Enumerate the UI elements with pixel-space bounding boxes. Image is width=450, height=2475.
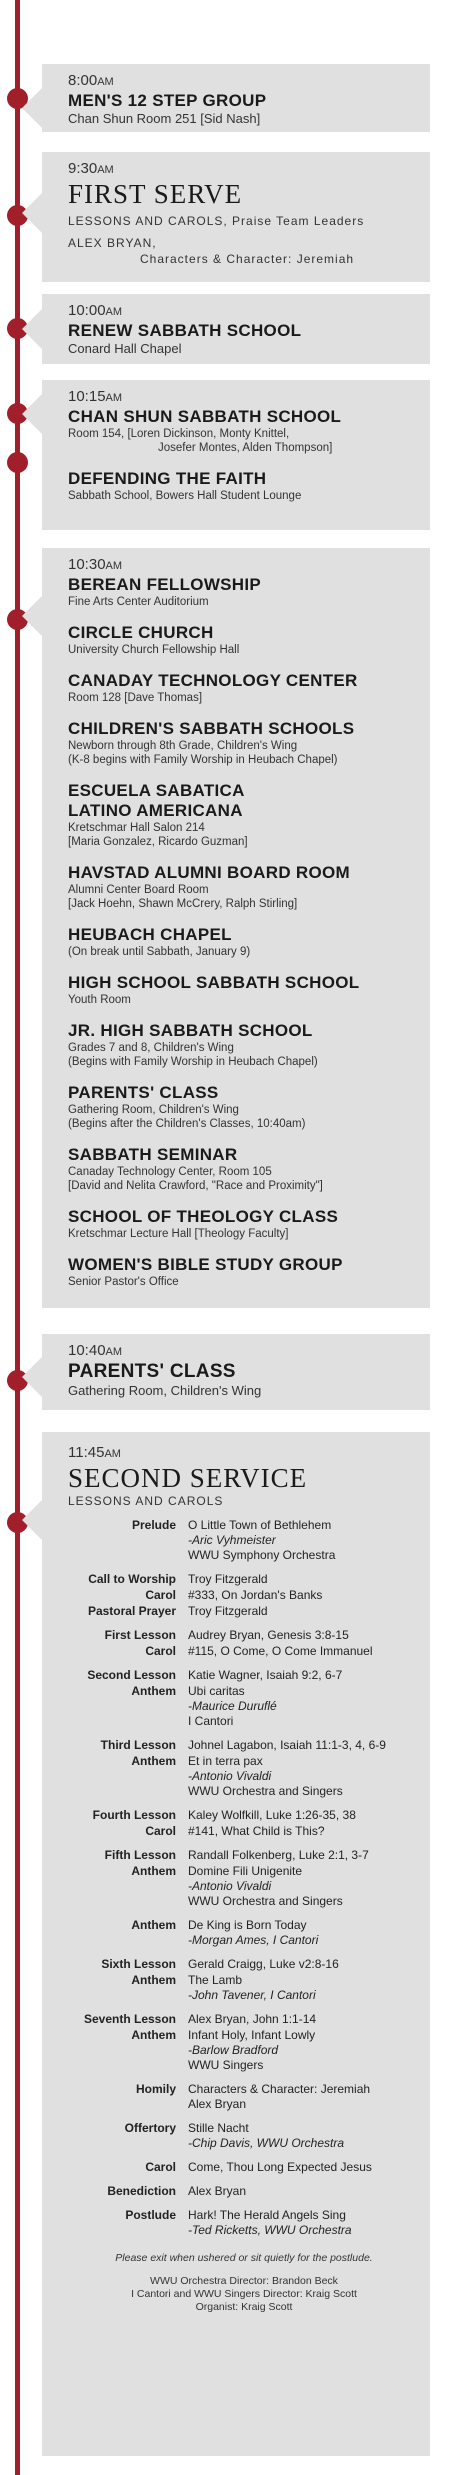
event-time: 8:00AM bbox=[68, 72, 114, 89]
event-detail: (K-8 begins with Family Worship in Heubach Chapel) bbox=[68, 754, 338, 766]
program-line: Gerald Craigg, Luke v2:8-16 bbox=[188, 1957, 339, 1971]
program-label: Carol bbox=[145, 1644, 176, 1658]
event-title: SCHOOL OF THEOLOGY CLASS bbox=[68, 1207, 339, 1226]
program-row bbox=[68, 2082, 420, 2112]
program-line: WWU Singers bbox=[188, 2058, 264, 2072]
event-detail: Fine Arts Center Auditorium bbox=[68, 596, 209, 608]
program-line: -Morgan Ames, I Cantori bbox=[188, 1933, 319, 1947]
program-value bbox=[188, 1848, 420, 1863]
event-detail: University Church Fellowship Hall bbox=[68, 644, 240, 656]
program-line: Stille Nacht bbox=[188, 2121, 249, 2135]
program-row bbox=[68, 1604, 420, 1619]
program-value bbox=[188, 2082, 420, 2112]
event-title: MEN'S 12 STEP GROUP bbox=[68, 91, 267, 110]
program-label: Anthem bbox=[131, 1973, 176, 1987]
event-entry bbox=[68, 1145, 420, 1193]
program-label: Seventh Lesson bbox=[83, 2012, 176, 2026]
program-value bbox=[188, 1973, 420, 2003]
program-line: Kaley Wolfkill, Luke 1:26-35, 38 bbox=[188, 1808, 356, 1822]
program-row bbox=[68, 1824, 420, 1839]
event-title: RENEW SABBATH SCHOOL bbox=[68, 321, 302, 340]
program-row bbox=[68, 2208, 420, 2238]
program-label: Call to Worship bbox=[88, 1572, 176, 1586]
program-line: WWU Orchestra and Singers bbox=[188, 1784, 343, 1798]
program-row bbox=[68, 1918, 420, 1948]
program-label: Postlude bbox=[125, 2208, 176, 2222]
program-line: The Lamb bbox=[188, 1973, 243, 1987]
program-line: Troy Fitzgerald bbox=[188, 1604, 268, 1618]
event-entry bbox=[68, 1207, 420, 1241]
program-line: Ubi caritas bbox=[188, 1684, 245, 1698]
event-time: 10:00AM bbox=[68, 302, 123, 319]
program-row bbox=[68, 1588, 420, 1603]
event-detail: Grades 7 and 8, Children's Wing bbox=[68, 1042, 234, 1054]
program-label: Benediction bbox=[107, 2184, 176, 2198]
program-label: Carol bbox=[145, 1824, 176, 1838]
event-detail: [David and Nelita Crawford, "Race and Proximity"] bbox=[68, 1180, 323, 1192]
program-line: De King is Born Today bbox=[188, 1918, 307, 1932]
event-time: 9:30AM bbox=[68, 160, 114, 177]
event-entry bbox=[68, 575, 420, 609]
event-title: SABBATH SEMINAR bbox=[68, 1145, 238, 1164]
event-detail: Josefer Montes, Alden Thompson] bbox=[158, 442, 333, 454]
event-location: Chan Shun Room 251 [Sid Nash] bbox=[68, 111, 261, 126]
event-detail: Youth Room bbox=[68, 994, 131, 1006]
postlude-note: Please exit when ushered or sit quietly for the postlude. bbox=[115, 2252, 373, 2264]
event-detail: Alumni Center Board Room bbox=[68, 884, 209, 896]
program-value bbox=[188, 1604, 420, 1619]
program-label: Third Lesson bbox=[100, 1738, 176, 1752]
event-title: SECOND SERVICE bbox=[68, 1463, 308, 1493]
program-row bbox=[68, 2121, 420, 2151]
credit-line: I Cantori and WWU Singers Director: Kraig Scott bbox=[131, 2288, 357, 2300]
program-label: Fourth Lesson bbox=[92, 1808, 176, 1822]
event-title: HEUBACH CHAPEL bbox=[68, 925, 232, 944]
event-card-renew bbox=[42, 294, 430, 364]
program-row bbox=[68, 1572, 420, 1587]
program-label: Fifth Lesson bbox=[104, 1848, 176, 1862]
program-value bbox=[188, 1808, 420, 1823]
program-line: Et in terra pax bbox=[188, 1754, 263, 1768]
event-detail: Sabbath School, Bowers Hall Student Lounge bbox=[68, 490, 302, 502]
program-value bbox=[188, 2160, 420, 2175]
program-line: #115, O Come, O Come Immanuel bbox=[188, 1644, 373, 1658]
event-entry bbox=[68, 1083, 420, 1131]
program-label: Second Lesson bbox=[87, 1668, 176, 1682]
program-row bbox=[68, 1644, 420, 1659]
program-line: WWU Orchestra and Singers bbox=[188, 1894, 343, 1908]
event-title: FIRST SERVE bbox=[68, 179, 243, 209]
event-title: WOMEN'S BIBLE STUDY GROUP bbox=[68, 1255, 343, 1274]
event-entry bbox=[68, 781, 420, 849]
event-entry bbox=[68, 973, 420, 1007]
event-entry bbox=[68, 671, 420, 705]
program-line: Alex Bryan bbox=[188, 2184, 247, 2198]
event-entry bbox=[68, 623, 420, 657]
event-entry bbox=[68, 863, 420, 911]
event-title: BEREAN FELLOWSHIP bbox=[68, 575, 262, 594]
program-row bbox=[68, 1518, 420, 1563]
event-entry bbox=[68, 719, 420, 767]
program-label: Pastoral Prayer bbox=[87, 1604, 176, 1618]
program-line: I Cantori bbox=[188, 1714, 234, 1728]
event-detail: Kretschmar Hall Salon 214 bbox=[68, 822, 205, 834]
event-detail: (Begins after the Children's Classes, 10:40am) bbox=[68, 1118, 306, 1130]
program-label: Sixth Lesson bbox=[101, 1957, 176, 1971]
event-detail: (Begins with Family Worship in Heubach Chapel) bbox=[68, 1056, 318, 1068]
program-row bbox=[68, 2184, 420, 2199]
program-label: Anthem bbox=[131, 1864, 176, 1878]
program-label: First Lesson bbox=[104, 1628, 176, 1642]
program-row bbox=[68, 1628, 420, 1643]
program-line: O Little Town of Bethlehem bbox=[188, 1518, 332, 1532]
timeline-line bbox=[15, 0, 20, 2475]
program-value bbox=[188, 1754, 420, 1799]
program-value bbox=[188, 1684, 420, 1729]
program-line: Characters & Character: Jeremiah bbox=[188, 2082, 371, 2096]
event-title: CHAN SHUN SABBATH SCHOOL bbox=[68, 407, 342, 426]
event-card-1015 bbox=[42, 380, 430, 530]
program-value bbox=[188, 1918, 420, 1948]
credit-line: WWU Orchestra Director: Brandon Beck bbox=[150, 2275, 338, 2287]
program-line: Katie Wagner, Isaiah 9:2, 6-7 bbox=[188, 1668, 343, 1682]
program-label: Carol bbox=[145, 2160, 176, 2174]
event-entry bbox=[68, 1021, 420, 1069]
event-title: ESCUELA SABATICA bbox=[68, 781, 245, 800]
event-detail: Newborn through 8th Grade, Children's Wing bbox=[68, 740, 298, 752]
credit-line: Organist: Kraig Scott bbox=[195, 2301, 293, 2313]
program-row bbox=[68, 1684, 420, 1729]
event-time: 10:40AM bbox=[68, 1342, 123, 1359]
event-title: HAVSTAD ALUMNI BOARD ROOM bbox=[68, 863, 350, 882]
event-title: CANADAY TECHNOLOGY CENTER bbox=[68, 671, 358, 690]
program-line: WWU Symphony Orchestra bbox=[188, 1548, 336, 1562]
program-value bbox=[188, 1864, 420, 1909]
program-row bbox=[68, 1973, 420, 2003]
program-row bbox=[68, 2028, 420, 2073]
program-value bbox=[188, 2184, 420, 2199]
program-value bbox=[188, 1668, 420, 1683]
event-location: Gathering Room, Children's Wing bbox=[68, 1383, 262, 1398]
event-detail: Gathering Room, Children's Wing bbox=[68, 1104, 239, 1116]
program-line: -Ted Ricketts, WWU Orchestra bbox=[188, 2223, 352, 2237]
program-line: Johnel Lagabon, Isaiah 11:1-3, 4, 6-9 bbox=[188, 1738, 386, 1752]
event-card-parents-class bbox=[42, 1334, 430, 1410]
event-detail: Room 154, [Loren Dickinson, Monty Knittel, bbox=[68, 428, 290, 440]
program-label: Anthem bbox=[131, 2028, 176, 2042]
event-detail: Kretschmar Lecture Hall [Theology Faculty] bbox=[68, 1228, 289, 1240]
event-detail: (On break until Sabbath, January 9) bbox=[68, 946, 251, 958]
program-line: #333, On Jordan's Banks bbox=[188, 1588, 323, 1602]
event-sermon-title: Characters & Character: Jeremiah bbox=[140, 252, 355, 266]
program-value bbox=[188, 1738, 420, 1753]
event-detail: [Maria Gonzalez, Ricardo Guzman] bbox=[68, 836, 248, 848]
program-value bbox=[188, 2012, 420, 2027]
program-row bbox=[68, 1738, 420, 1753]
event-detail: [Jack Hoehn, Shawn McCrery, Ralph Stirling] bbox=[68, 898, 298, 910]
event-speaker: ALEX BRYAN, bbox=[68, 236, 157, 250]
program-label: Anthem bbox=[131, 1918, 176, 1932]
event-title: CHILDREN'S SABBATH SCHOOLS bbox=[68, 719, 355, 738]
event-title: DEFENDING THE FAITH bbox=[68, 469, 267, 488]
program-value bbox=[188, 1628, 420, 1643]
event-title: CIRCLE CHURCH bbox=[68, 623, 214, 642]
event-time: 10:30AM bbox=[68, 556, 123, 573]
program-line: Alex Bryan bbox=[188, 2097, 247, 2111]
program-label: Carol bbox=[145, 1588, 176, 1602]
program-line: Infant Holy, Infant Lowly bbox=[188, 2028, 316, 2042]
event-title: JR. HIGH SABBATH SCHOOL bbox=[68, 1021, 313, 1040]
program-line: Randall Folkenberg, Luke 2:1, 3-7 bbox=[188, 1848, 369, 1862]
program-value bbox=[188, 1518, 420, 1563]
event-entry bbox=[68, 469, 420, 503]
event-title-line2: LATINO AMERICANA bbox=[68, 801, 243, 820]
event-card-1030 bbox=[42, 548, 430, 1308]
timeline-dot bbox=[7, 452, 28, 473]
program-line: Audrey Bryan, Genesis 3:8-15 bbox=[188, 1628, 349, 1642]
event-card-second-service bbox=[42, 1432, 430, 2456]
program-label: Prelude bbox=[131, 1518, 176, 1532]
credits bbox=[68, 2275, 420, 2314]
program-line: Troy Fitzgerald bbox=[188, 1572, 268, 1586]
program-value bbox=[188, 1644, 420, 1659]
program-value bbox=[188, 2121, 420, 2151]
program-line: -Aric Vyhmeister bbox=[188, 1533, 276, 1547]
program-line: -Antonio Vivaldi bbox=[188, 1769, 272, 1783]
event-subtitle: LESSONS AND CAROLS bbox=[68, 1494, 224, 1508]
event-title: PARENTS' CLASS bbox=[68, 1361, 236, 1382]
program-line: Domine Fili Unigenite bbox=[188, 1864, 303, 1878]
program-row bbox=[68, 2160, 420, 2175]
program-label: Anthem bbox=[131, 1684, 176, 1698]
program-label: Offertory bbox=[124, 2121, 176, 2135]
program-row bbox=[68, 1754, 420, 1799]
program-value bbox=[188, 2208, 420, 2238]
event-detail: Senior Pastor's Office bbox=[68, 1276, 179, 1288]
program-row bbox=[68, 1864, 420, 1909]
program-line: Alex Bryan, John 1:1-14 bbox=[188, 2012, 317, 2026]
event-entry bbox=[68, 407, 420, 455]
program-row bbox=[68, 1848, 420, 1863]
program-value bbox=[188, 1572, 420, 1587]
event-detail: Room 128 [Dave Thomas] bbox=[68, 692, 203, 704]
event-title: HIGH SCHOOL SABBATH SCHOOL bbox=[68, 973, 360, 992]
event-subtitle: LESSONS AND CAROLS, Praise Team Leaders bbox=[68, 214, 365, 228]
order-of-service bbox=[68, 1518, 420, 2238]
event-time: 11:45AM bbox=[68, 1444, 121, 1461]
program-value bbox=[188, 1588, 420, 1603]
program-line: -Chip Davis, WWU Orchestra bbox=[188, 2136, 345, 2150]
program-value bbox=[188, 1957, 420, 1972]
program-line: Come, Thou Long Expected Jesus bbox=[188, 2160, 372, 2174]
program-row bbox=[68, 2012, 420, 2027]
program-line: -Antonio Vivaldi bbox=[188, 1879, 272, 1893]
event-title: PARENTS' CLASS bbox=[68, 1083, 219, 1102]
program-row bbox=[68, 1957, 420, 1972]
program-label: Anthem bbox=[131, 1754, 176, 1768]
program-row bbox=[68, 1808, 420, 1823]
event-entry bbox=[68, 1255, 420, 1289]
program-label: Homily bbox=[135, 2082, 176, 2096]
program-line: -Barlow Bradford bbox=[188, 2043, 279, 2057]
program-value bbox=[188, 2028, 420, 2073]
program-line: -Maurice Duruflé bbox=[188, 1699, 277, 1713]
event-time: 10:15AM bbox=[68, 388, 123, 405]
program-line: #141, What Child is This? bbox=[188, 1824, 325, 1838]
program-row bbox=[68, 1668, 420, 1683]
program-value bbox=[188, 1824, 420, 1839]
event-entry bbox=[68, 925, 420, 959]
event-location: Conard Hall Chapel bbox=[68, 341, 182, 356]
event-card-first-serve bbox=[42, 152, 430, 282]
event-detail: Canaday Technology Center, Room 105 bbox=[68, 1166, 272, 1178]
event-card-mens-group bbox=[42, 64, 430, 132]
program-line: -John Tavener, I Cantori bbox=[188, 1988, 316, 2002]
program-line: Hark! The Herald Angels Sing bbox=[188, 2208, 346, 2222]
